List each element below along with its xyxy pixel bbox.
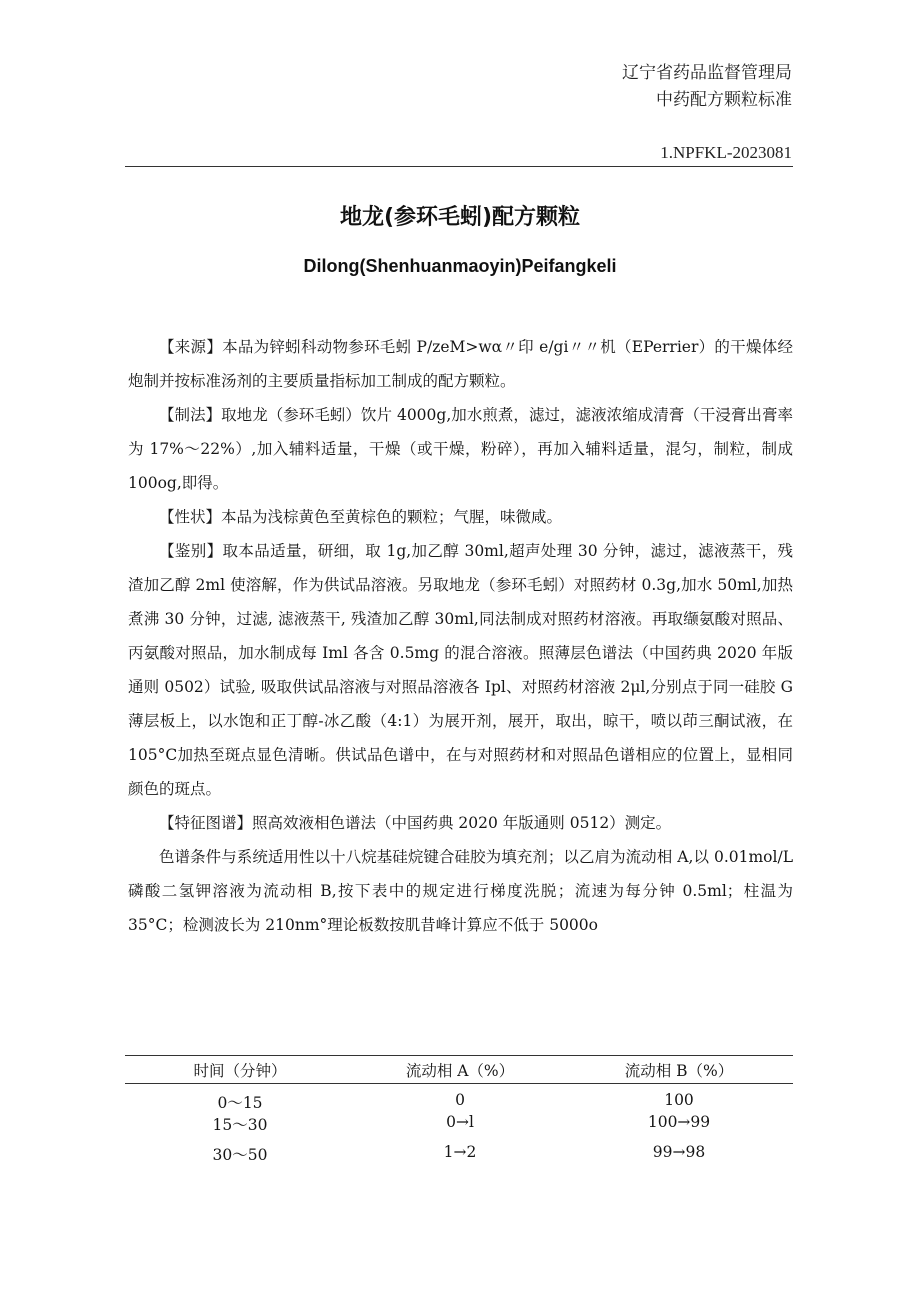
header-time: 时间（分钟） [193, 1062, 287, 1080]
document-body [128, 330, 793, 942]
section-source: 【来源】本品为锌蚓科动物参环毛蚓 P/zeM>wα〃印 e/gi〃〃机（EPerrier）的干燥体经炮制并按标准汤剂的主要质量指标加工制成的配方颗粒。 [128, 338, 793, 390]
header-mobile-phase-a: 流动相 A（%） [405, 1062, 515, 1080]
standard-type: 中药配方颗粒标准 [656, 90, 792, 110]
section-preparation: 【制法】取地龙（参环毛蚓）饮片 4000g,加水煎煮，滤过，滤液浓缩成清膏（干浸膏出膏率为 17%～22%）,加入辅料适量，干燥（或干燥，粉碎），再加入辅料适量，混匀，制粒，制成 100og,即得。 [128, 406, 793, 492]
table-cell-b: 100→99 [647, 1113, 711, 1131]
section-identification: 【鉴别】取本品适量，研细，取 1g,加乙醇 30ml,超声处理 30 分钟，滤过，滤液蒸干，残渣加乙醇 2ml 使溶解，作为供试品溶液。另取地龙（参环毛蚓）对照药材 0.3g,加水 50ml,加热煮沸 30 分钟，过滤, 滤液蒸干, 残渣加乙醇 30ml,同法制成对照药材溶液。再取缬氨酸对照品、丙氨酸对照品，加水制成每 Iml 各含 0.5mg 的混合溶液。照薄层色谱法（中国药典 2020 年版通则 0502）试验, 吸取供试品溶液与对照品溶液各 Ipl、对照药材溶液 2μl,分别点于同一硅胶 G 薄层板上，以水饱和正丁醇-冰乙酸（4:1）为展开剂，展开，取出，晾干，喷以茚三酮试液，在 105°C加热至斑点显色清晰。供试品色谱中，在与对照药材和对照品色谱相应的位置上，显相同颜色的斑点。 [128, 542, 793, 798]
header-mobile-phase-b: 流动相 B（%） [624, 1062, 734, 1080]
issuing-agency [622, 60, 792, 114]
table-cell-a: 0 [455, 1091, 465, 1109]
document-title-en: Dilong(Shenhuanmaoyin)Peifangkeli [303, 256, 617, 276]
section-chromatographic-conditions: 色谱条件与系统适用性以十八烷基硅烷键合硅胶为填充剂；以乙肩为流动相 A,以 0.01mol∕L 磷酸二氢钾溶液为流动相 B,按下表中的规定进行梯度洗脱；流速为每分钟 0.5ml；柱温为 35°C；检测波长为 210nm°理论板数按肌昔峰计算应不低于 5000o [128, 848, 793, 934]
section-fingerprint: 【特征图谱】照高效液相色谱法（中国药典 2020 年版通则 0512）测定。 [159, 814, 672, 832]
table-cell-time: 0～15 [217, 1094, 263, 1112]
header-divider [125, 166, 793, 167]
agency-name: 辽宁省药品监督管理局 [622, 63, 792, 83]
table-cell-b: 99→98 [652, 1143, 706, 1161]
table-header [125, 1055, 793, 1084]
table-cell-time: 30～50 [212, 1146, 268, 1164]
table-cell-time: 15～30 [212, 1116, 268, 1134]
table-cell-b: 100 [664, 1091, 694, 1109]
section-description: 【性状】本品为浅棕黄色至黄棕色的颗粒；气腥，味微咸。 [159, 508, 563, 526]
table-cell-a: 0→l [446, 1113, 474, 1131]
table-cell-a: 1→2 [443, 1143, 477, 1161]
gradient-table [125, 1055, 793, 1164]
document-title-cn: 地龙(参环毛蚓)配方颗粒 [339, 205, 581, 230]
standard-code: 1.NPFKL-2023081 [660, 143, 792, 162]
